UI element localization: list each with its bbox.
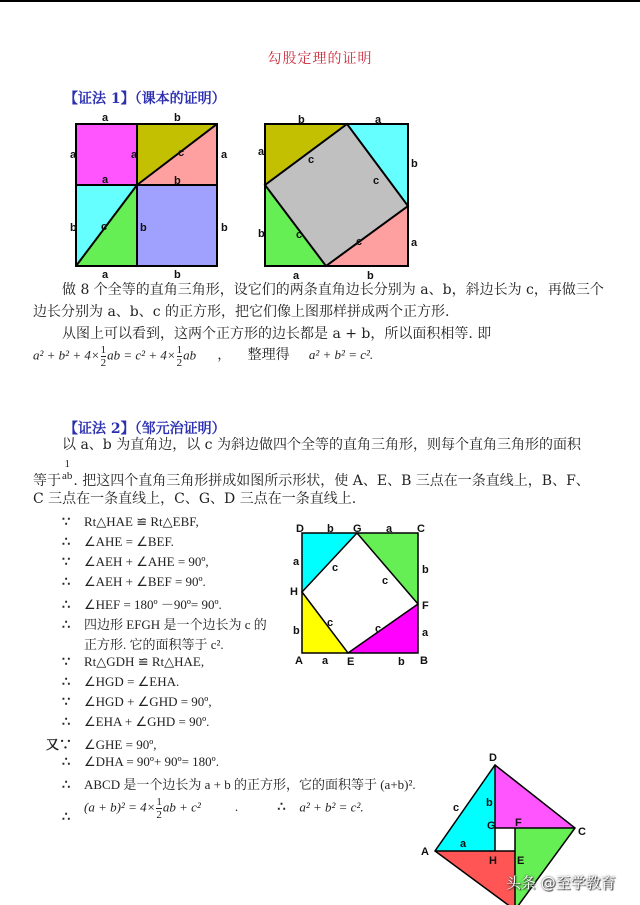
svg-text:b: b [174,269,181,280]
figure-proof1-right [258,110,428,280]
svg-text:b: b [293,625,300,637]
svg-text:H: H [290,586,298,598]
svg-text:D: D [296,523,304,535]
svg-text:E: E [517,855,525,867]
top-border [0,0,640,2]
figure-proof2-square [290,520,440,670]
proof1-paragraph-2: 从图上可以看到，这两个正方形的边长都是 a + b，所以面积相等. 即 [62,326,492,342]
svg-text:b: b [411,158,418,170]
step-14: ∴ ABCD 是一个边长为 a + b 的正方形，它的面积等于 (a+b)². [62,777,416,792]
svg-text:b: b [70,222,77,234]
proof2-paragraph-2 [33,458,633,492]
svg-text:c: c [382,575,389,587]
svg-text:a: a [460,838,467,850]
step-1: ∵ Rt△HAE ≌ Rt△EBF, [62,514,199,529]
svg-text:b: b [174,112,181,124]
svg-text:a: a [375,114,382,126]
svg-text:b: b [422,564,429,576]
proof2-header: 【证法 2】（邹元治证明） [64,421,226,437]
svg-text:a: a [258,146,265,158]
svg-text:b: b [221,222,228,234]
eq-end: ab [183,347,197,363]
svg-text:H: H [489,855,497,867]
figure-proof1-left [70,110,240,280]
step-6: ∴ 四边形 EFGH 是一个边长为 c 的 [62,617,267,632]
svg-text:c: c [296,229,303,241]
step-11: ∴ ∠EHA + ∠GHD = 90º. [62,714,210,729]
step-10: ∵ ∠HGD + ∠GHD = 90º, [62,694,212,709]
svg-text:b: b [258,228,265,240]
svg-text:b: b [327,523,334,535]
svg-text:C: C [417,523,425,535]
step-12: 又∵ ∠GHE = 90º, [46,737,157,752]
svg-text:a: a [293,556,300,568]
svg-text:c: c [178,147,185,159]
proof2-paragraph-3: C 三点在一条直线上，C、G、D 三点在一条直线上. [33,491,357,507]
svg-text:b: b [174,175,181,187]
fraction-half-ab: 1 ab [62,458,73,482]
svg-text:b: b [140,222,147,234]
para2-prefix: 等于 [33,473,61,489]
fraction-half: $\frac{1}{2}$ [100,344,107,369]
svg-text:E: E [347,656,355,668]
fraction-half: $\frac{1}{2}$ [176,344,183,369]
svg-text:a: a [102,174,109,186]
svg-text:D: D [489,752,497,764]
svg-text:B: B [420,655,428,667]
step-13: ∴ ∠DHA = 90º+ 90º= 180º. [62,754,219,769]
eq-comma: ， [217,347,231,363]
para2-text: . 把这四个直角三角形拼成如图所示形状，使 A、E、B 三点在一条直线上，B、F、 [73,473,590,489]
svg-text:c: c [373,175,380,187]
proof1-header: 【证法 1】（课本的证明） [64,91,226,107]
eq-mid: ab = c² + 4× [107,347,176,363]
simplify-label: 整理得 [247,347,290,364]
svg-text:A: A [421,846,429,858]
eq-left: a² + b² + 4× [33,347,100,363]
svg-text:a: a [131,149,138,161]
step-8: ∵ Rt△GDH ≌ Rt△HAE, [62,654,205,669]
step-5: ∴ ∠HEF = 180º －90º= 90º. [62,597,222,612]
svg-text:G: G [353,523,362,535]
svg-text:a: a [386,523,393,535]
step-2: ∴ ∠AHE = ∠BEF. [62,534,174,549]
svg-text:c: c [375,623,382,635]
step-3: ∵ ∠AEH + ∠AHE = 90º, [62,554,209,569]
svg-text:a: a [293,270,300,280]
step-9: ∴ ∠HGD = ∠EHA. [62,674,180,689]
final-equation: ∴(a + b)² = 4× $\frac{1}{2}$ ab + c² . ∴ a² + b² = c². [62,796,364,825]
proof1-paragraph-1: 做 8 个全等的直角三角形，设它们的两条直角边长分别为 a、b，斜边长为 c，再做三个边长分别为 a、b、c 的正方形，把它们像上图那样拼成两个正方形. [33,282,604,320]
svg-text:a: a [102,269,109,280]
svg-text:c: c [327,617,334,629]
svg-text:b: b [367,270,374,280]
proof1-result: a² + b² = c². [308,347,374,363]
step-4: ∴ ∠AEH + ∠BEF = 90º. [62,574,206,589]
svg-text:a: a [102,112,109,124]
svg-text:b: b [398,656,405,668]
svg-text:a: a [422,627,429,639]
svg-text:c: c [332,562,339,574]
step-7: 正方形. 它的面积等于 c². [84,637,224,652]
svg-text:F: F [422,600,429,612]
svg-text:F: F [515,817,522,829]
svg-text:a: a [70,149,77,161]
svg-text:a: a [411,237,418,249]
svg-text:c: c [101,221,108,233]
page-title: 勾股定理的证明 [267,51,373,67]
svg-text:c: c [453,802,460,814]
proof1-equation [33,344,373,369]
svg-text:a: a [322,655,329,667]
proof2-paragraph-1: 以 a、b 为直角边，以 c 为斜边做四个全等的直角三角形，则每个直角三角形的面积 [62,437,581,453]
svg-text:b: b [486,797,493,809]
svg-text:C: C [578,826,586,838]
watermark: 头条 @至学教育 [506,874,616,892]
svg-text:c: c [356,236,363,248]
svg-text:a: a [221,149,228,161]
svg-text:A: A [295,655,303,667]
svg-text:G: G [487,820,496,832]
svg-text:b: b [298,114,305,126]
svg-text:c: c [308,154,315,166]
